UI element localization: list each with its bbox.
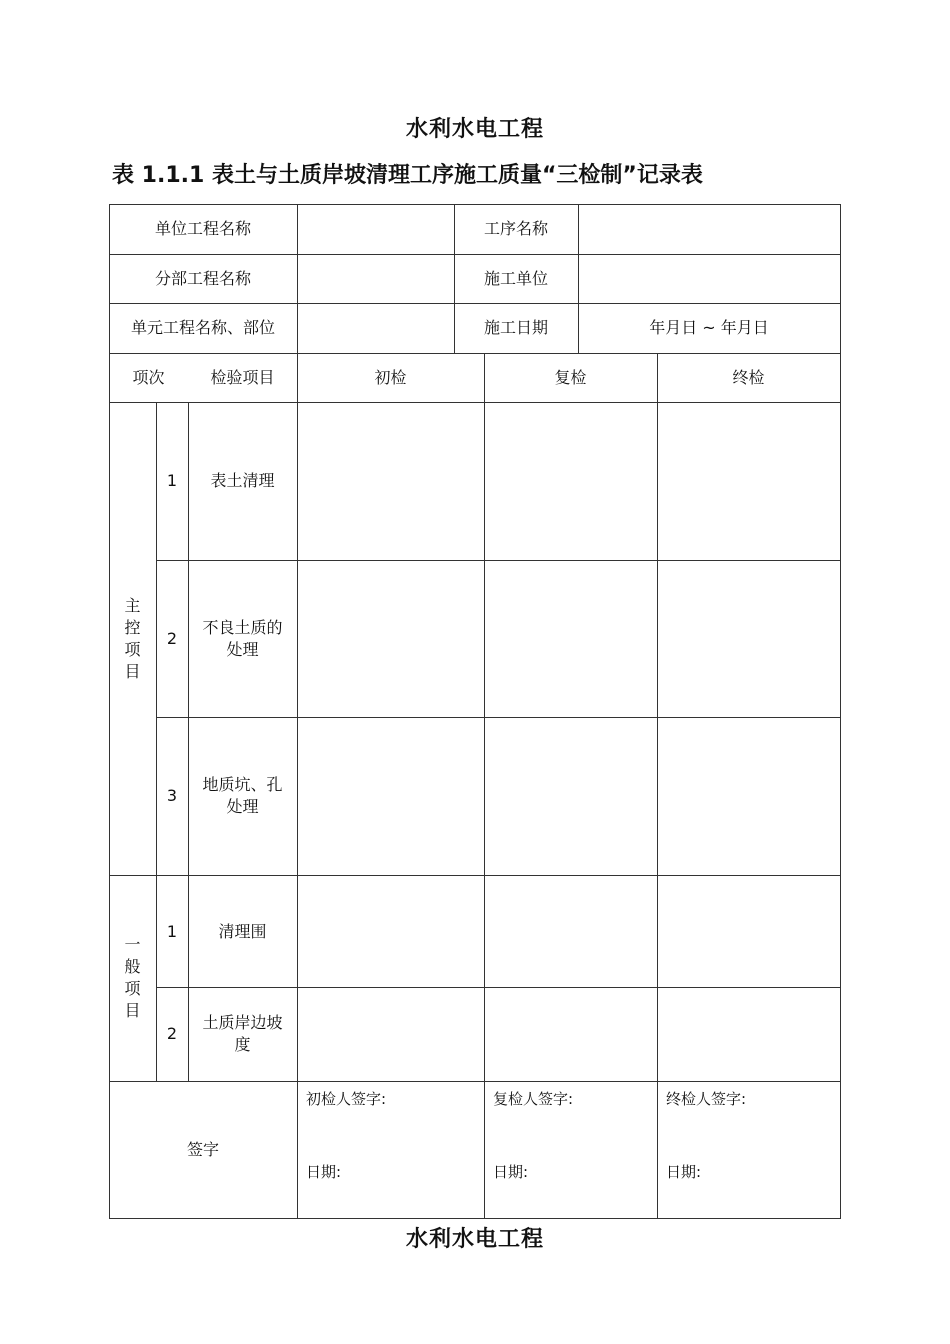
first-check-cell[interactable]: [297, 717, 484, 875]
first-check-cell[interactable]: [297, 875, 484, 987]
contractor-value[interactable]: [578, 254, 840, 303]
first-signer-date: 日期:: [306, 1163, 342, 1181]
general-items-label: 一 般 项 目: [124, 935, 141, 1020]
final-check-cell[interactable]: [657, 560, 840, 717]
final-check-cell[interactable]: [657, 402, 840, 560]
main-control-label: 主 控 项 目: [124, 595, 141, 681]
item-number: 2: [166, 628, 178, 648]
record-table: [109, 204, 841, 1219]
item-name: 清理围: [218, 922, 267, 941]
item-number: 1: [166, 922, 178, 941]
col-header-final-check: 终检: [732, 367, 765, 387]
first-check-cell[interactable]: [297, 402, 484, 560]
recheck-signer-date: 日期:: [493, 1163, 529, 1181]
division-project-value[interactable]: [297, 254, 454, 303]
contractor-label: 施工单位: [483, 268, 548, 288]
recheck-cell[interactable]: [484, 875, 657, 987]
page-footer: 水利水电工程: [405, 1227, 544, 1252]
final-signer-label: 终检人签字:: [666, 1090, 747, 1108]
col-header-first-check: 初检: [374, 367, 407, 387]
col-header-inspection-item: 检验项目: [210, 367, 275, 387]
process-name-label: 工序名称: [483, 219, 548, 238]
table-title: 表 1.1.1 表土与土质岸坡清理工序施工质量“三检制”记录表: [112, 163, 703, 188]
unit-project-label: 单位工程名称: [154, 219, 251, 238]
first-signer-label: 初检人签字:: [306, 1090, 387, 1108]
col-header-recheck: 复检: [554, 367, 587, 387]
signature-label: 签字: [186, 1139, 219, 1159]
division-project-label: 分部工程名称: [154, 268, 251, 288]
recheck-cell[interactable]: [484, 987, 657, 1081]
recheck-signer-label: 复检人签字:: [493, 1090, 574, 1108]
item-name: 表土清理: [210, 471, 275, 490]
recheck-cell[interactable]: [484, 717, 657, 875]
final-check-cell[interactable]: [657, 987, 840, 1081]
recheck-cell[interactable]: [484, 560, 657, 717]
unit-project-value[interactable]: [297, 204, 454, 254]
page-header: 水利水电工程: [405, 117, 544, 142]
item-name: 地质坑、孔处理: [202, 775, 283, 816]
final-signer-date: 日期:: [666, 1163, 702, 1181]
final-check-cell[interactable]: [657, 875, 840, 987]
col-header-item-no: 项次: [132, 367, 165, 387]
item-number: 3: [166, 786, 178, 805]
first-check-cell[interactable]: [297, 987, 484, 1081]
final-check-cell[interactable]: [657, 717, 840, 875]
construction-date-value[interactable]: 年月日 ~ 年月日: [649, 318, 769, 337]
element-project-value[interactable]: [297, 303, 454, 353]
item-number: 1: [166, 471, 178, 490]
first-check-cell[interactable]: [297, 560, 484, 717]
table-border-bottom: [109, 1218, 841, 1219]
item-name: 土质岸边坡度: [202, 1013, 283, 1054]
item-name: 不良土质的处理: [202, 617, 283, 659]
recheck-cell[interactable]: [484, 402, 657, 560]
table-border-right: [840, 204, 841, 1219]
process-name-value[interactable]: [578, 204, 840, 254]
element-project-label: 单元工程名称、部位: [130, 318, 275, 337]
construction-date-label: 施工日期: [483, 318, 548, 337]
item-number: 2: [166, 1024, 178, 1043]
